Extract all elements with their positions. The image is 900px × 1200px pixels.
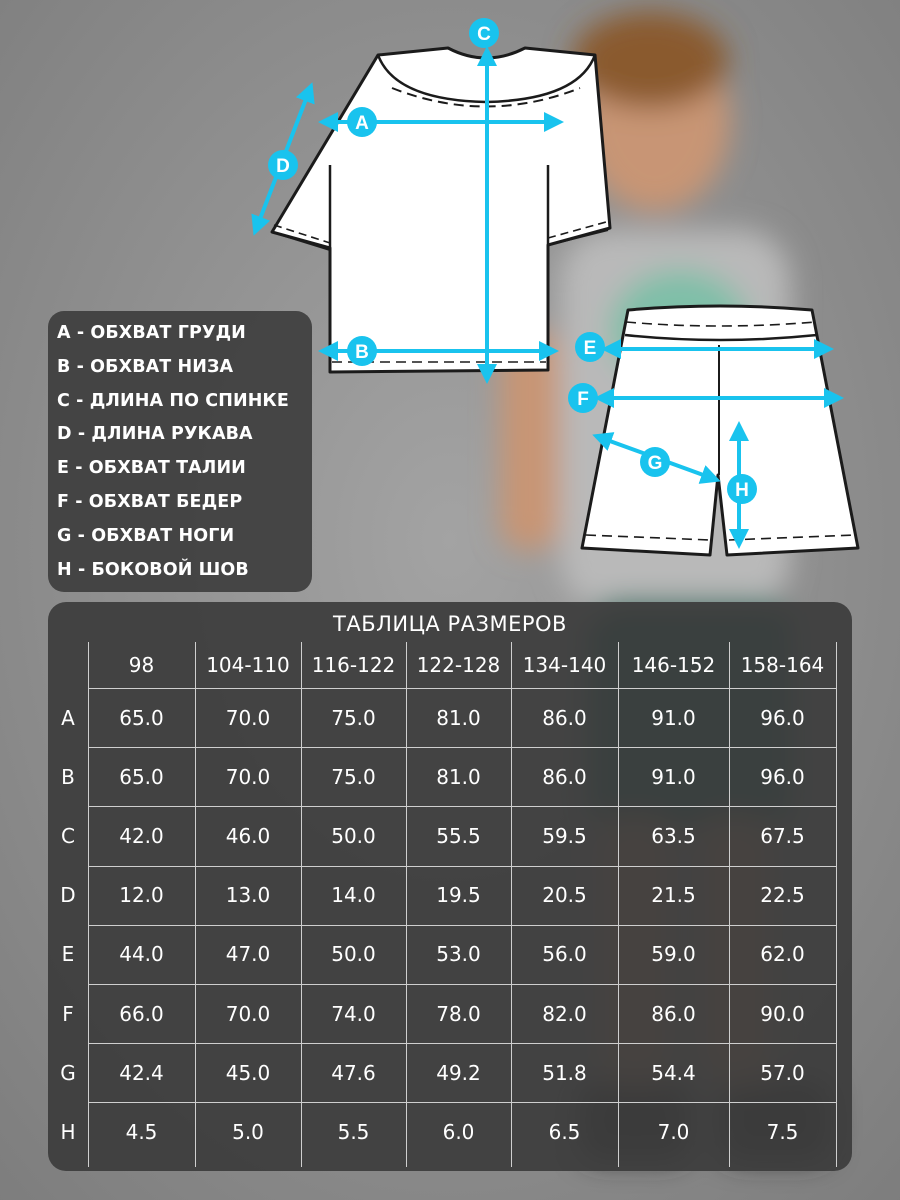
table-cell: 86.0 <box>542 764 587 789</box>
table-cell: 67.5 <box>760 823 805 848</box>
table-cell: 5.0 <box>232 1119 264 1144</box>
size-table <box>48 602 852 1171</box>
table-row-label: E <box>61 942 75 967</box>
table-cell: 91.0 <box>651 764 696 789</box>
svg-text:B: B <box>355 342 369 363</box>
table-row-label: D <box>60 883 76 908</box>
table-cell: 4.5 <box>125 1119 158 1144</box>
table-row-label: B <box>61 764 75 789</box>
table-header-cell: 122-128 <box>416 653 501 677</box>
table-header-cell: 104-110 <box>206 653 290 677</box>
size-grid <box>48 602 852 1171</box>
table-header-cell: 134-140 <box>522 653 607 677</box>
marker-b <box>347 336 377 366</box>
table-row-label: F <box>62 1001 74 1026</box>
marker-d <box>268 150 298 180</box>
table-cell: 59.5 <box>542 823 587 848</box>
table-row-label: A <box>61 705 75 730</box>
table-cell: 45.0 <box>225 1060 271 1085</box>
table-cell: 81.0 <box>436 764 481 789</box>
legend-item-f: F - ОБХВАТ БЕДЕР <box>57 491 243 512</box>
svg-text:H: H <box>735 480 749 501</box>
marker-c <box>469 18 499 48</box>
table-cell: 20.5 <box>542 883 587 908</box>
legend-item-e: E - ОБХВАТ ТАЛИИ <box>57 458 246 479</box>
table-cell: 78.0 <box>436 1001 481 1026</box>
table-cell: 54.4 <box>651 1060 696 1085</box>
marker-e <box>575 332 605 362</box>
table-cell: 70.0 <box>225 764 271 789</box>
shorts-outline <box>582 306 858 555</box>
table-cell: 96.0 <box>760 705 805 730</box>
table-cell: 90.0 <box>760 1001 805 1026</box>
legend-item-g: G - ОБХВАТ НОГИ <box>57 525 235 546</box>
marker-g <box>640 447 670 477</box>
table-column-divider <box>836 642 837 1167</box>
table-cell: 6.0 <box>442 1119 475 1144</box>
legend-item-b: B - ОБХВАТ НИЗА <box>57 356 234 377</box>
table-cell: 91.0 <box>651 705 696 730</box>
table-cell: 13.0 <box>225 883 271 908</box>
table-row-label: C <box>61 823 75 848</box>
svg-text:D: D <box>276 156 290 177</box>
table-cell: 22.5 <box>760 883 805 908</box>
marker-h <box>727 474 757 504</box>
table-cell: 42.0 <box>119 823 164 848</box>
table-cell: 21.5 <box>651 883 696 908</box>
svg-text:G: G <box>647 453 663 474</box>
table-header-cell: 98 <box>128 653 155 677</box>
legend-item-a: A - ОБХВАТ ГРУДИ <box>57 323 246 343</box>
table-cell: 44.0 <box>119 942 164 967</box>
table-title: ТАБЛИЦА РАЗМЕРОВ <box>333 612 567 636</box>
table-cell: 65.0 <box>119 764 164 789</box>
svg-text:C: C <box>477 24 491 45</box>
table-cell: 86.0 <box>542 705 587 730</box>
table-cell: 81.0 <box>436 705 481 730</box>
table-cell: 46.0 <box>225 823 271 848</box>
table-cell: 59.0 <box>651 942 696 967</box>
table-header-cell: 158-164 <box>740 653 825 677</box>
table-cell: 75.0 <box>331 764 376 789</box>
table-cell: 82.0 <box>542 1001 587 1026</box>
table-cell: 63.5 <box>651 823 696 848</box>
table-cell: 5.5 <box>337 1119 370 1144</box>
table-header-cell: 116-122 <box>311 653 396 677</box>
table-cell: 7.5 <box>766 1119 799 1144</box>
table-cell: 86.0 <box>651 1001 696 1026</box>
legend-item-d: D - ДЛИНА РУКАВА <box>57 424 253 445</box>
table-cell: 70.0 <box>225 705 271 730</box>
measurement-legend <box>48 311 312 592</box>
table-cell: 75.0 <box>331 705 376 730</box>
table-row-label: H <box>60 1119 76 1144</box>
table-cell: 66.0 <box>119 1001 164 1026</box>
table-cell: 55.5 <box>436 823 481 848</box>
table-cell: 47.6 <box>331 1060 376 1085</box>
table-cell: 70.0 <box>225 1001 271 1026</box>
table-cell: 74.0 <box>331 1001 376 1026</box>
table-cell: 50.0 <box>331 823 376 848</box>
table-cell: 65.0 <box>119 705 164 730</box>
marker-f <box>568 383 598 413</box>
legend-item-c: C - ДЛИНА ПО СПИНКЕ <box>57 390 289 411</box>
table-cell: 50.0 <box>331 942 376 967</box>
table-cell: 14.0 <box>331 883 376 908</box>
table-cell: 57.0 <box>760 1060 805 1085</box>
tshirt-outline <box>272 48 610 372</box>
table-cell: 6.5 <box>548 1119 581 1144</box>
svg-text:F: F <box>577 389 589 410</box>
table-header-cell: 146-152 <box>631 653 716 677</box>
table-cell: 19.5 <box>436 883 481 908</box>
table-cell: 7.0 <box>657 1119 690 1144</box>
table-cell: 56.0 <box>542 942 587 967</box>
table-cell: 12.0 <box>119 883 164 908</box>
svg-text:A: A <box>355 113 369 134</box>
marker-a <box>347 107 377 137</box>
table-row-label: G <box>60 1060 76 1085</box>
table-cell: 53.0 <box>436 942 481 967</box>
table-cell: 62.0 <box>760 942 805 967</box>
legend-item-h: H - БОКОВОЙ ШОВ <box>57 559 249 580</box>
table-cell: 42.4 <box>119 1060 164 1085</box>
svg-text:E: E <box>583 338 597 359</box>
table-cell: 51.8 <box>542 1060 587 1085</box>
table-cell: 47.0 <box>225 942 271 967</box>
table-cell: 49.2 <box>436 1060 481 1085</box>
table-cell: 96.0 <box>760 764 805 789</box>
